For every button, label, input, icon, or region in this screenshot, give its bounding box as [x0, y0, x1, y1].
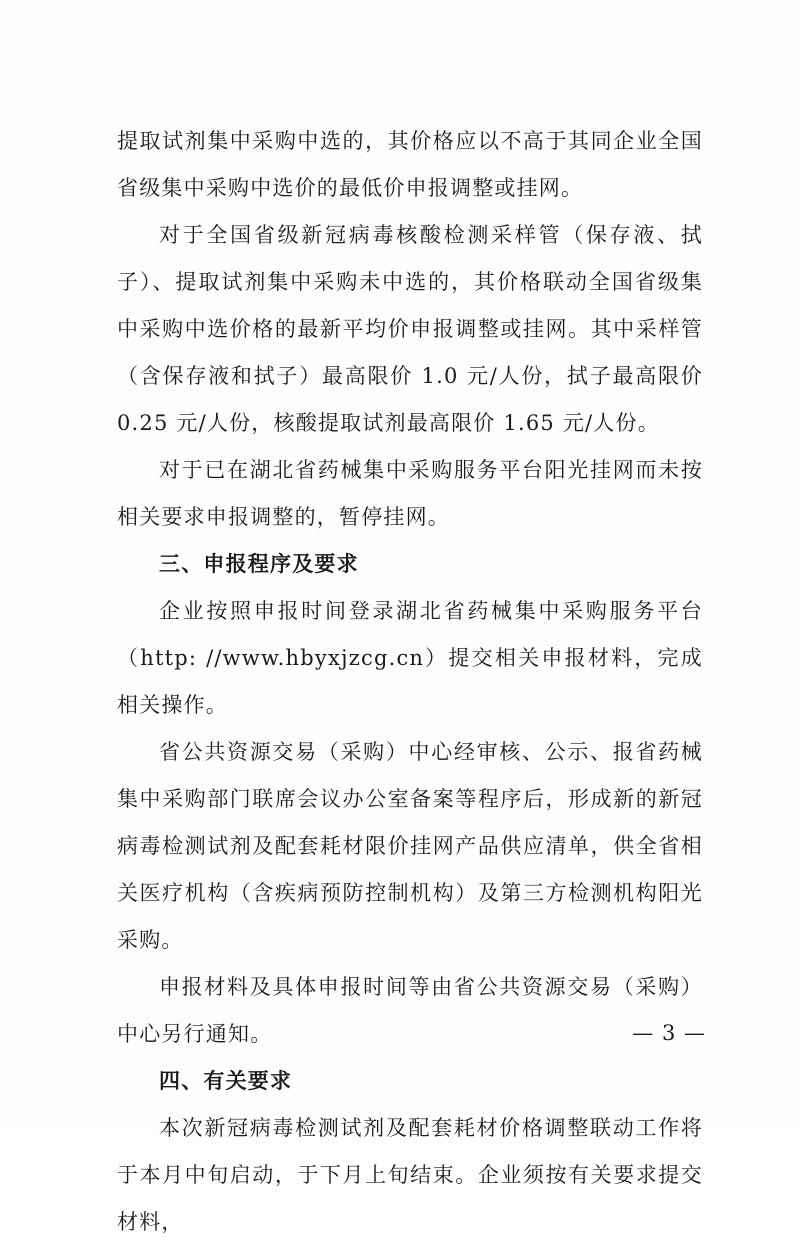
paragraph-7: 本次新冠病毒检测试剂及配套耗材价格调整联动工作将于本月中旬启动，于下月上旬结束。企业须按有关要求提交材料，: [117, 1116, 703, 1234]
section-heading-4: 四、有关要求: [159, 1069, 293, 1093]
paragraph-4: 企业按照申报时间登录湖北省药械集中采购服务平台（http: //www.hbyxjzcg.cn）提交相关申报材料，完成相关操作。: [117, 599, 703, 717]
page-number: — 3 —: [632, 1021, 706, 1045]
paragraph-6: 申报材料及具体申报时间等由省公共资源交易（采购）中心另行通知。: [117, 975, 703, 1046]
paragraph-5: 省公共资源交易（采购）中心经审核、公示、报省药械集中采购部门联席会议办公室备案等程序后，形成新的新冠病毒检测试剂及配套耗材限价挂网产品供应清单，供全省相关医疗机构（含疾病预防控制机构）及第三方检测机构阳光采购。: [117, 740, 703, 952]
document-body: [117, 118, 703, 1246]
paragraph-1: 提取试剂集中采购中选的，其价格应以不高于其同企业全国省级集中采购中选价的最低价申报调整或挂网。: [117, 129, 703, 200]
paragraph-3: 对于已在湖北省药械集中采购服务平台阳光挂网而未按相关要求申报调整的，暂停挂网。: [117, 458, 703, 529]
paragraph-2: 对于全国省级新冠病毒核酸检测采样管（保存液、拭子）、提取试剂集中采购未中选的，其价格联动全国省级集中采购中选价格的最新平均价申报调整或挂网。其中采样管（含保存液和拭子）最高限价 1.0 元/人份，拭子最高限价 0.25 元/人份，核酸提取试剂最高限价 1.65 元/人份。: [117, 223, 703, 435]
section-heading-3: 三、申报程序及要求: [159, 552, 359, 576]
